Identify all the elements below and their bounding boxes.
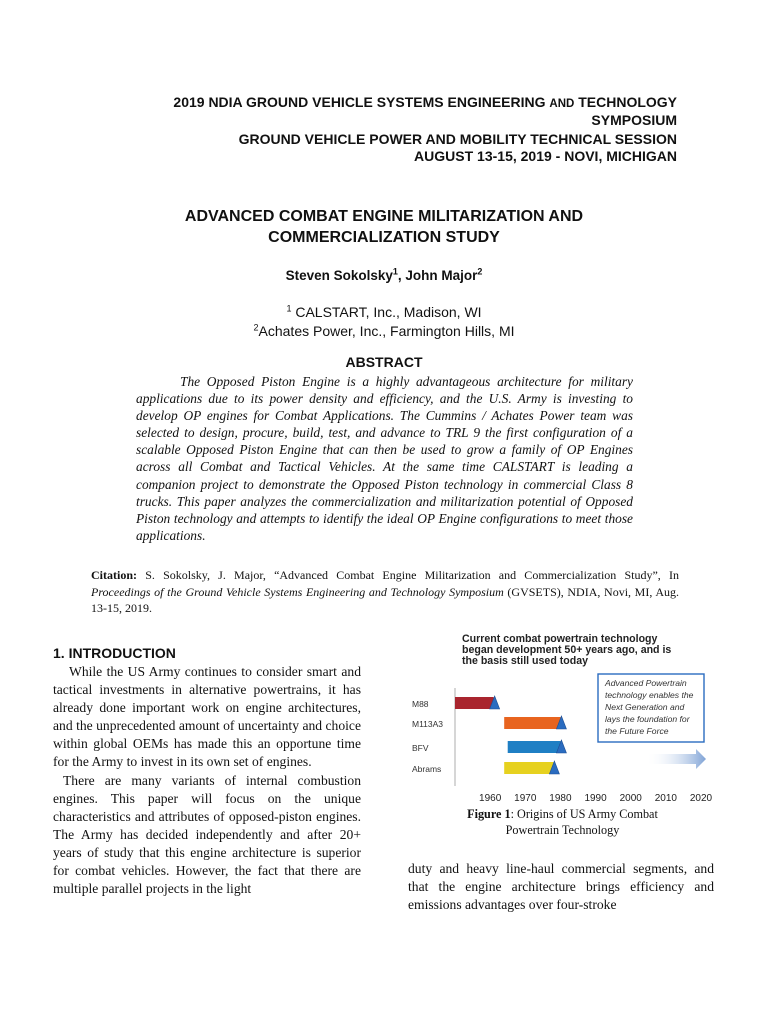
gantt-bar-abrams	[504, 762, 553, 774]
figure-header-line2: began development 50+ years ago, and is	[462, 644, 672, 656]
author-1-sup: 1	[392, 266, 398, 277]
gantt-tick-2010: 2010	[654, 793, 677, 804]
gantt-tick-1990: 1990	[584, 793, 607, 804]
citation	[91, 567, 679, 617]
author-1: Steven Sokolsky	[285, 268, 393, 283]
affiliation-2-text: Achates Power, Inc., Farmington Hills, MI	[258, 323, 515, 339]
figure-caption	[410, 806, 715, 838]
figure-callout-line2: technology enables the	[605, 690, 694, 700]
figure-callout-line4: lays the foundation for	[605, 714, 690, 724]
gantt-label-bfv: BFV	[412, 743, 429, 753]
gantt-label-abrams: Abrams	[412, 764, 442, 774]
gantt-bar-m88	[455, 697, 494, 709]
figure-header-line3: the basis still used today	[462, 655, 588, 667]
gantt-tick-2020: 2020	[689, 793, 713, 804]
citation-label: Citation:	[91, 568, 137, 582]
date-location: AUGUST 13-15, 2019 - NOVI, MICHIGAN	[414, 148, 677, 164]
gantt-bar-bfv	[508, 741, 561, 753]
conference-title-line2: SYMPOSIUM	[591, 112, 677, 128]
conference-title-line1	[173, 93, 677, 113]
gantt-tick-1960: 1960	[479, 793, 502, 804]
figure-callout-line1: Advanced Powertrain	[605, 678, 687, 688]
affiliation-1	[0, 303, 768, 322]
gantt-label-m88: M88	[412, 699, 429, 709]
figure-caption-line2: Powertrain Technology	[505, 823, 620, 837]
figure-caption-label: Figure 1	[467, 807, 511, 821]
gantt-label-m113a3: M113A3	[412, 719, 444, 729]
conference-title-and: AND	[549, 98, 575, 110]
gantt-tick-1980: 1980	[549, 793, 572, 804]
affiliation-2-sup: 2	[253, 322, 259, 333]
gantt-tick-2000: 2000	[619, 793, 642, 804]
section-heading-introduction: 1. INTRODUCTION	[53, 645, 176, 661]
citation-tail: (GVSETS), NDIA, Novi, MI, Aug. 13-15, 2019.	[91, 584, 679, 615]
paper-title-line1: ADVANCED COMBAT ENGINE MILITARIZATION AND	[184, 208, 584, 225]
abstract-heading: ABSTRACT	[345, 354, 423, 370]
author-separator: ,	[397, 268, 406, 283]
author-2: John Major	[405, 268, 478, 283]
abstract-body	[136, 373, 633, 544]
paper-title-line2: COMMERCIALIZATION STUDY	[268, 229, 500, 246]
conference-title-tail: TECHNOLOGY	[578, 94, 677, 110]
citation-venue: Proceedings of the Ground Vehicle Systems Engineering and Technology Symposium	[91, 584, 504, 599]
figure-future-arrow	[646, 749, 706, 769]
figure-header-line1: Current combat powertrain technology	[462, 633, 658, 645]
left-column	[53, 663, 361, 898]
affiliation-1-sup: 1	[286, 303, 292, 314]
figure-powertrain-timeline	[410, 628, 715, 833]
gantt-tick-1970: 1970	[514, 793, 537, 804]
figure-caption-text: : Origins of US Army Combat	[510, 807, 658, 821]
right-column-text: duty and heavy line-haul commercial segments, and that the engine architecture brings efficiency and emissions advantages over four-stroke	[408, 861, 714, 913]
session-name: GROUND VEHICLE POWER AND MOBILITY TECHNICAL SESSION	[238, 131, 677, 147]
intro-paragraph-1: While the US Army continues to consider smart and tactical investments in alternative powertrains, it has already done important work on engine architectures, and the unprecedented amount of uncertainty and choice within global OEMs has made this an opportune time for the Army to invest in its own set of engines.	[53, 664, 361, 770]
intro-paragraph-2: There are many variants of internal combustion engines. This paper will focus on the unique characteristics and attributes of opposed-piston engines. The Army has decided independently and after 20+ years of study that this engine architecture is superior for combat vehicles. However, the fact that there are multiple parallel projects in the light	[53, 772, 361, 897]
conference-title-text: 2019 NDIA GROUND VEHICLE SYSTEMS ENGINEERING	[173, 94, 546, 110]
citation-text: S. Sokolsky, J. Major, “Advanced Combat Engine Militarization and Commercialization Study”, In	[137, 568, 679, 582]
figure-callout-line3: Next Generation and	[605, 702, 685, 712]
author-2-sup: 2	[477, 266, 483, 277]
gantt-bar-m113a3	[504, 717, 560, 729]
affiliation-2	[0, 322, 768, 341]
affiliation-1-text: CALSTART, Inc., Madison, WI	[295, 304, 482, 320]
author-list	[0, 268, 768, 283]
figure-callout-line5: the Future Force	[605, 726, 669, 736]
abstract-text: The Opposed Piston Engine is a highly advantageous architecture for military applications due to its power density and efficiency, and the U.S. Army is investing to develop OP engines for Combat Applications. The Cummins / Achates Power team was selected to design, procure, build, test, and advance to TRL 9 the first configuration of a scalable Opposed Piston Engine that can then be used to grow a family of OP Engines across all Combat and Tactical Vehicles. At the same time CALSTART is leading a companion project to demonstrate the Opposed Piston technology in commercial Class 8 trucks. This paper analyzes the commercialization and militarization potential of Opposed Piston technology and attempts to identify the ideal OP Engine configurations to meet those applications.	[136, 374, 633, 543]
